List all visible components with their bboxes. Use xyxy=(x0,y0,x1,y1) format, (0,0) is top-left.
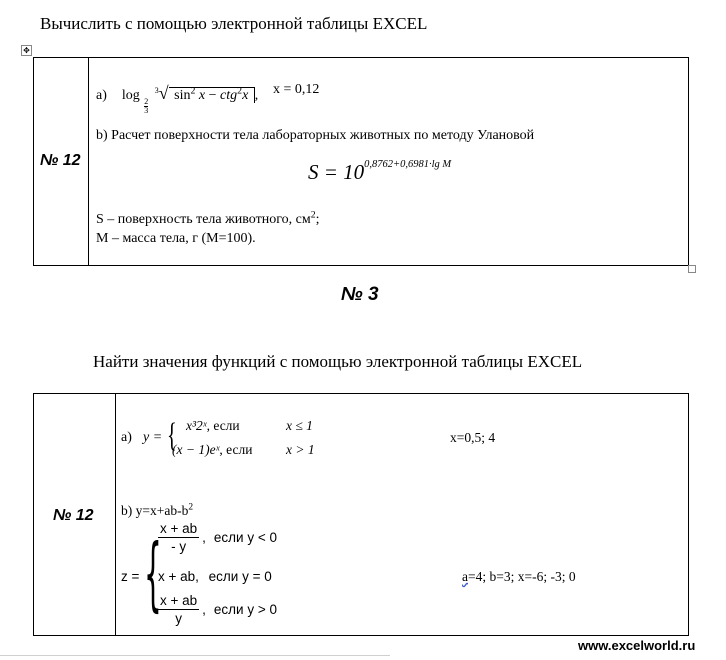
task1-a-given: x = 0,12 xyxy=(273,82,320,97)
task2-a-prefix: a) xyxy=(121,430,132,445)
task2-z1-den: - y xyxy=(171,539,187,554)
task1-a-minus: − xyxy=(208,88,217,103)
task2-case1-if: если xyxy=(213,418,240,433)
task2-b-given xyxy=(462,569,576,585)
task1-a-base-num: 2 xyxy=(144,97,149,106)
watermark: www.excelworld.ru xyxy=(578,638,696,653)
task1-a-ctg: ctg xyxy=(220,88,238,103)
task1-a-x1: x xyxy=(198,88,206,103)
task1-a-x2: x xyxy=(242,88,249,103)
task2-a-given: x=0,5; 4 xyxy=(450,430,496,445)
task1-number: № 12 xyxy=(40,152,81,169)
task2-z3-den: y xyxy=(175,611,182,626)
task1-a-log: log xyxy=(121,88,140,103)
task1-a-sin-pow: 2 xyxy=(190,85,196,97)
task1-legend-s-text: S – поверхность тела животного, см xyxy=(96,212,311,227)
task2-z2 xyxy=(158,569,272,584)
task2-z1-cond: если y < 0 xyxy=(213,530,277,545)
task2-b-given-rest: =4; b=3; x=-6; -3; 0 xyxy=(468,569,576,584)
task2-z1: $\frac{x + ab}{- y}$ , если y < 0 xyxy=(160,521,277,554)
task2-case2-if: если xyxy=(226,442,253,457)
task1-formula xyxy=(308,160,451,185)
task2-b-formula-text: b) y=x+ab-b xyxy=(121,503,189,518)
task2-z-eq: z = xyxy=(121,569,140,584)
task2-z1-frac xyxy=(158,520,199,555)
table-resize-handle[interactable] xyxy=(688,265,696,273)
task2-b-formula-sup: 2 xyxy=(188,502,194,513)
section-number: № 3 xyxy=(341,284,379,305)
page-bottom-edge xyxy=(0,655,390,656)
task2-b-given-a: a xyxy=(462,569,468,584)
task2-z2-cond: если y = 0 xyxy=(208,569,272,584)
task2-case1-expr: x³2ˣ xyxy=(186,418,207,433)
task1-a-comma: , xyxy=(254,88,259,103)
task2-table-divider xyxy=(115,393,116,636)
task1-a-base-den: 3 xyxy=(144,106,149,115)
task1-formula-exponent: 0,8762+0,6981·lg M xyxy=(364,159,452,170)
table-move-handle-icon[interactable]: ✥ xyxy=(21,45,32,56)
left-brace-icon: { xyxy=(167,417,177,454)
task2-a-y-eq: y = xyxy=(143,430,163,445)
task1-a-root-index: 3 xyxy=(154,86,159,95)
task2-case1: x³2ˣ, если xyxy=(186,418,240,433)
task1-a-ctg-pow: 2 xyxy=(237,85,243,97)
task1-legend-m: М – масса тела, г (М=100). xyxy=(96,231,256,246)
task1-title: Вычислить с помощью электронной таблицы EXCEL xyxy=(40,14,428,33)
task1-a-prefix: a) xyxy=(96,88,107,103)
task2-z3-cond: если y > 0 xyxy=(213,602,277,617)
task1-table-divider xyxy=(88,57,89,266)
task2-z3-num: x + ab xyxy=(160,593,198,608)
task1-a-radicand xyxy=(169,87,255,103)
task1-part-a xyxy=(96,80,259,115)
task1-a-sin: sin xyxy=(174,88,191,103)
task2-z3-frac xyxy=(158,592,199,627)
task2-z1-num: x + ab xyxy=(160,521,198,536)
task1-legend-s xyxy=(96,209,320,228)
task2-case2-cond: x > 1 xyxy=(286,442,315,457)
task2-case1-cond: x ≤ 1 xyxy=(286,418,313,433)
task2-case2: (x − 1)eˣ, если xyxy=(172,442,253,457)
task2-title: Найти значения функций с помощью электронной таблицы EXCEL xyxy=(93,352,583,371)
task2-z3: $\frac{x + ab}{y}$ , если y > 0 xyxy=(160,593,277,626)
task2-z2-expr: x + ab, xyxy=(158,569,199,584)
task1-formula-lhs: S = 10 xyxy=(308,160,365,184)
task1-legend-s-end: ; xyxy=(315,212,320,227)
task1-part-b-text: b) Расчет поверхности тела лабораторных животных по методу Улановой xyxy=(96,128,535,143)
task2-case2-expr: (x − 1)eˣ xyxy=(172,442,220,457)
task2-number: № 12 xyxy=(53,507,94,524)
left-brace-icon: { xyxy=(144,527,162,620)
radical-sign-icon: √ xyxy=(158,83,169,103)
task1-legend-s-sup: 2 xyxy=(310,209,316,221)
